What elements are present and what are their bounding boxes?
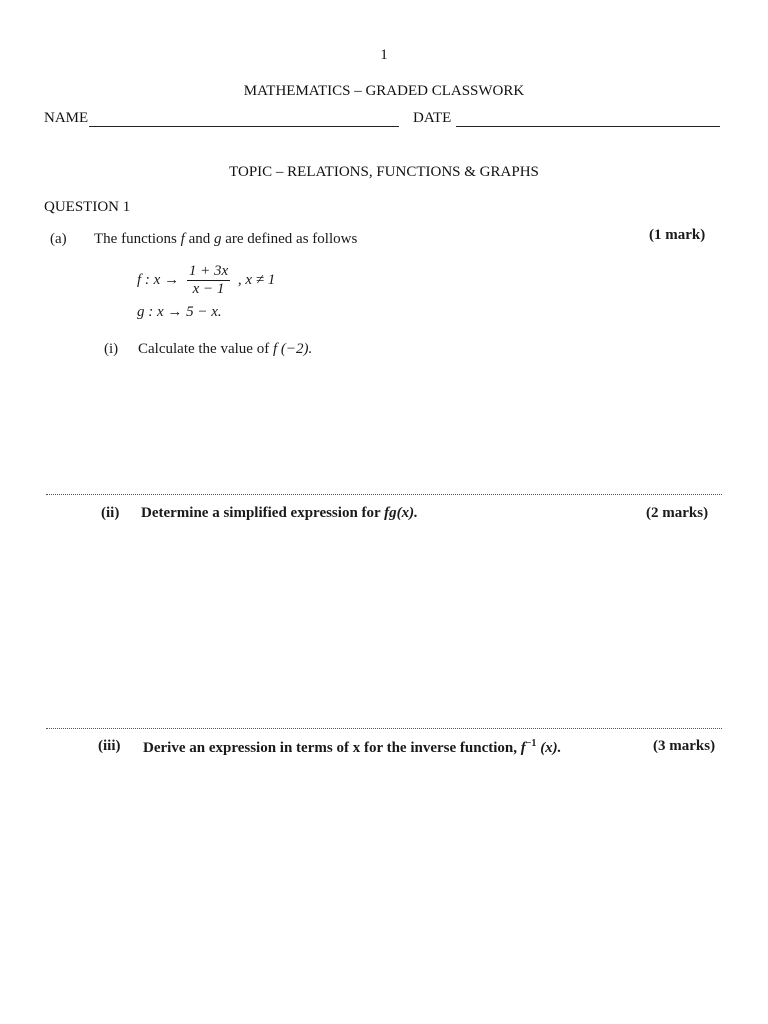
part-a-f: f [180,231,185,247]
part-a-g: g [214,231,222,247]
f-definition [137,263,275,298]
f-def-numerator: 1 + 3x [188,263,229,279]
part-a-text [94,231,357,248]
sub-ii-marks: (2 marks) [646,505,709,521]
part-a-label: (a) [50,231,67,247]
part-a-text-3: are defined as follows [221,231,358,247]
date-label: DATE [413,110,452,126]
page-number: 1 [380,47,388,63]
question-heading: QUESTION 1 [44,199,131,215]
document-title: MATHEMATICS – GRADED CLASSWORK [243,83,525,99]
part-a-marks: (1 mark) [649,227,706,243]
sub-iii-superscript: −1 [525,738,537,749]
sub-ii-text-body: Determine a simplified expression for [141,505,385,521]
sub-ii-expr: fg(x). [384,505,418,521]
f-def-fraction [187,263,230,298]
date-blank-line [456,126,720,127]
name-label: NAME [44,110,89,126]
sub-iii-text-body: Derive an expression in terms of x for the inverse function, [143,740,521,756]
sub-i-text-body: Calculate the value of [138,341,273,357]
answer-divider [46,494,722,495]
sub-iii-text [143,738,561,757]
topic-heading: TOPIC – RELATIONS, FUNCTIONS & GRAPHS [229,164,539,180]
sub-iii-marks: (3 marks) [653,738,716,754]
f-def-denominator: x − 1 [192,281,225,297]
sub-iii-expr: (x). [536,740,562,756]
f-def-prefix: f : x → [137,271,180,288]
sub-i-label: (i) [104,341,119,357]
name-blank-line [89,126,399,127]
sub-ii-text [141,505,418,522]
answer-divider [46,728,722,729]
part-a-text-2: and [184,231,214,247]
g-definition: g : x → 5 − x. [137,304,222,320]
sub-iii-f: f [520,740,526,756]
sub-iii-label: (iii) [98,738,121,754]
f-def-condition: , x ≠ 1 [237,271,276,288]
part-a-text-1: The functions [94,231,181,247]
sub-i-expr: f (−2). [272,341,313,357]
sub-i-text [138,341,312,358]
sub-ii-label: (ii) [101,505,120,521]
